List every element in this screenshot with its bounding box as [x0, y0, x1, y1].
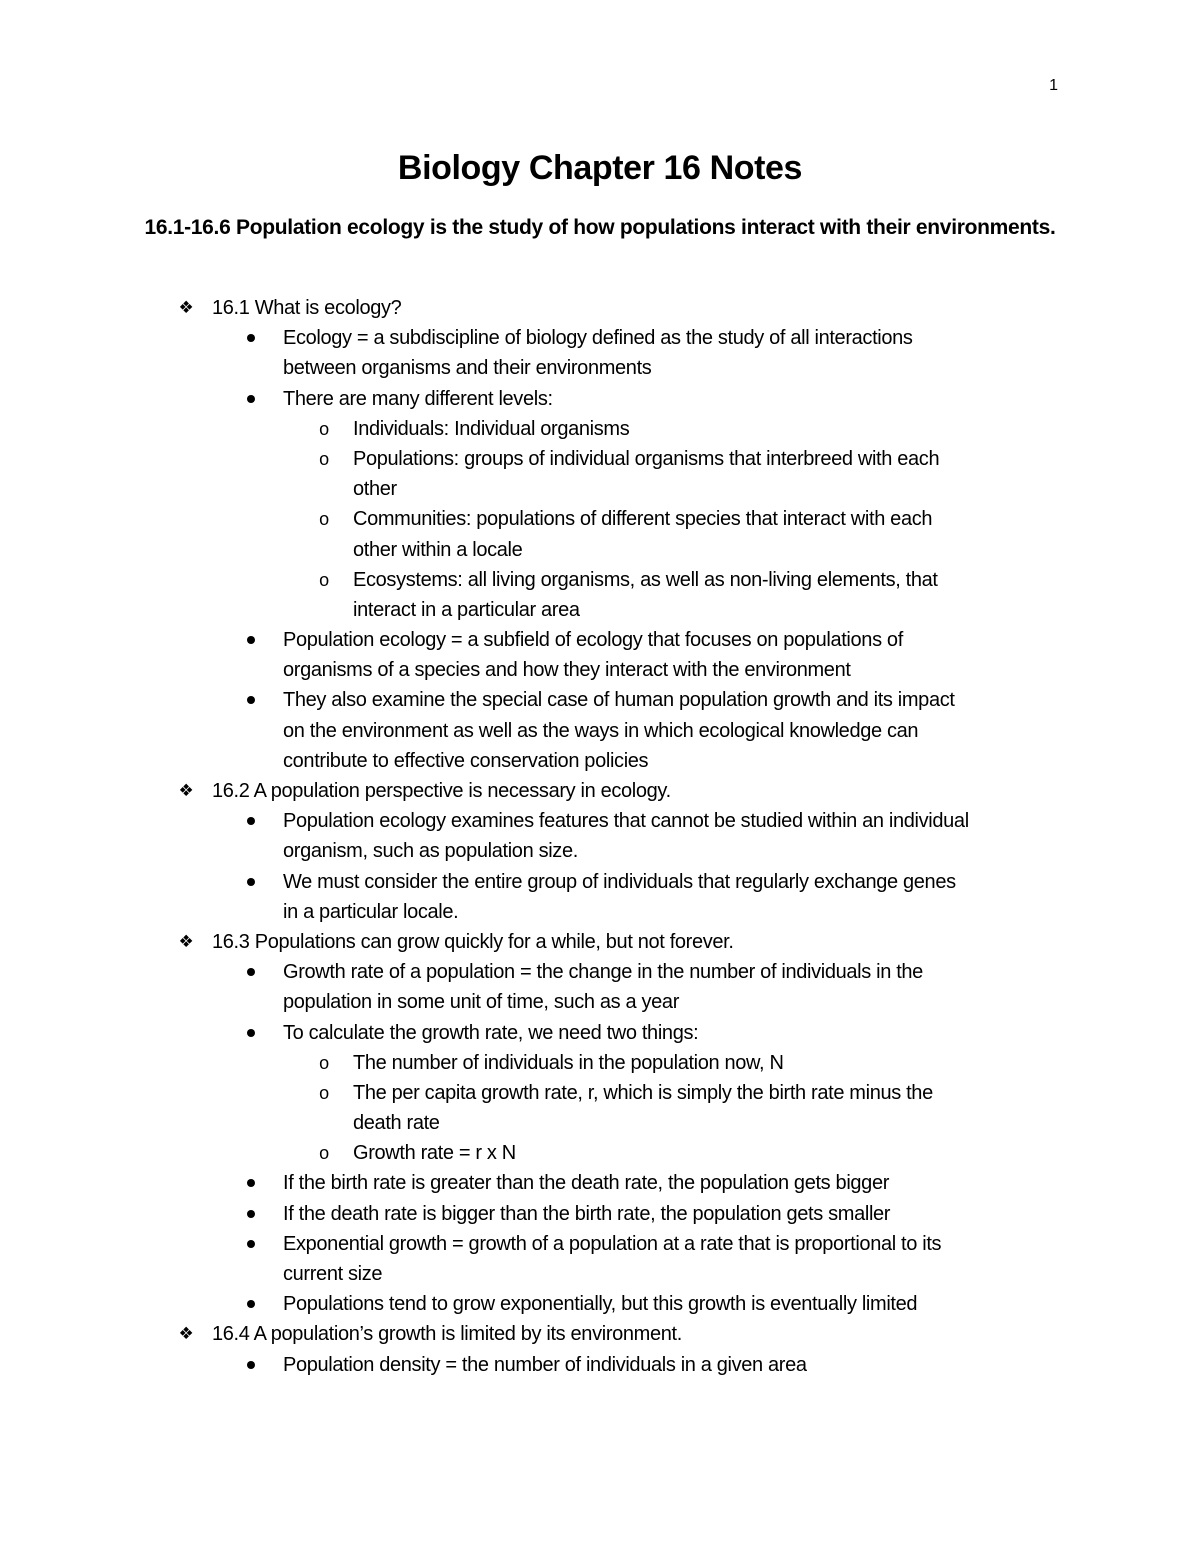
circle-bullet-icon: o	[319, 569, 329, 590]
outline-text: on the environment as well as the ways in which ecological knowledge can	[283, 719, 919, 742]
outline-item-level-2	[0, 1168, 1200, 1198]
page-number: 1	[1049, 77, 1058, 94]
outline-item-level-3	[0, 414, 1200, 444]
outline-text: between organisms and their environments	[283, 357, 652, 380]
outline-item-level-3	[0, 1078, 1200, 1108]
outline-item-continuation	[0, 897, 1200, 927]
outline-item-level-3	[0, 444, 1200, 474]
outline-item-continuation	[0, 987, 1200, 1017]
outline-text: The number of individuals in the population now, N	[353, 1051, 784, 1074]
circle-bullet-icon: o	[319, 418, 329, 439]
outline-item-continuation	[0, 1259, 1200, 1289]
circle-bullet-icon: o	[319, 1082, 329, 1103]
outline-text: There are many different levels:	[283, 387, 553, 410]
circle-bullet-icon: o	[319, 1143, 329, 1164]
outline-item-continuation	[0, 595, 1200, 625]
notes-outline	[0, 293, 1200, 1380]
outline-text: population in some unit of time, such as a year	[283, 991, 680, 1014]
outline-text: other within a locale	[353, 538, 523, 561]
outline-text: If the death rate is bigger than the birth rate, the population gets smaller	[283, 1202, 891, 1225]
outline-item-level-2	[0, 323, 1200, 353]
circle-bullet-icon: o	[319, 509, 329, 530]
outline-text: 16.3 Populations can grow quickly for a while, but not forever.	[212, 930, 734, 953]
outline-text: in a particular locale.	[283, 900, 459, 923]
outline-item-level-3	[0, 504, 1200, 534]
outline-text: Growth rate = r x N	[353, 1142, 516, 1165]
outline-item-level-2	[0, 1350, 1200, 1380]
outline-item-level-2	[0, 1289, 1200, 1319]
outline-text: Populations tend to grow exponentially, but this growth is eventually limited	[283, 1293, 918, 1316]
outline-text: current size	[283, 1263, 383, 1285]
section-heading: 16.1-16.6 Population ecology is the study of how populations interact with their environments.	[144, 216, 1056, 239]
outline-item-level-2	[0, 957, 1200, 987]
outline-item-level-1	[0, 1319, 1200, 1349]
outline-item-level-2	[0, 806, 1200, 836]
outline-item-continuation	[0, 474, 1200, 504]
outline-item-level-3	[0, 1138, 1200, 1168]
outline-item-continuation	[0, 716, 1200, 746]
outline-item-continuation	[0, 746, 1200, 776]
circle-bullet-icon: o	[319, 448, 329, 469]
diamond-bullet-icon: ❖	[178, 1324, 194, 1344]
outline-item-continuation	[0, 535, 1200, 565]
outline-item-continuation	[0, 836, 1200, 866]
outline-item-level-1	[0, 927, 1200, 957]
outline-text: interact in a particular area	[353, 598, 580, 621]
outline-text: organisms of a species and how they interact with the environment	[283, 659, 851, 682]
outline-text: organism, such as population size.	[283, 840, 578, 863]
document-title: Biology Chapter 16 Notes	[397, 149, 803, 187]
outline-text: 16.2 A population perspective is necessary in ecology.	[212, 780, 671, 802]
outline-item-continuation	[0, 1108, 1200, 1138]
diamond-bullet-icon: ❖	[178, 931, 194, 951]
diamond-bullet-icon: ❖	[178, 298, 194, 317]
outline-text: 16.1 What is ecology?	[212, 297, 402, 319]
outline-text: We must consider the entire group of individuals that regularly exchange genes	[283, 870, 956, 893]
outline-item-level-2	[0, 867, 1200, 897]
diamond-bullet-icon: ❖	[178, 781, 194, 800]
circle-bullet-icon: o	[319, 1052, 329, 1073]
outline-item-level-2	[0, 1018, 1200, 1048]
outline-item-continuation	[0, 655, 1200, 685]
outline-item-level-2	[0, 685, 1200, 715]
outline-item-level-1	[0, 776, 1200, 806]
outline-item-level-1	[0, 293, 1200, 323]
outline-text: Growth rate of a population = the change in the number of individuals in the	[283, 961, 923, 984]
outline-text: Ecosystems: all living organisms, as well as non-living elements, that	[353, 568, 938, 591]
outline-text: Populations: groups of individual organisms that interbreed with each	[353, 447, 940, 470]
outline-text: death rate	[353, 1112, 440, 1135]
outline-text: 16.4 A population’s growth is limited by its environment.	[212, 1323, 682, 1346]
outline-text: Population density = the number of individuals in a given area	[283, 1353, 807, 1376]
outline-item-level-2	[0, 384, 1200, 414]
outline-text: To calculate the growth rate, we need two things:	[283, 1021, 699, 1044]
outline-text: Individuals: Individual organisms	[353, 417, 630, 440]
outline-text: They also examine the special case of human population growth and its impact	[283, 689, 955, 712]
outline-item-level-2	[0, 1229, 1200, 1259]
outline-text: The per capita growth rate, r, which is simply the birth rate minus the	[353, 1081, 933, 1104]
outline-text: If the birth rate is greater than the death rate, the population gets bigger	[283, 1172, 890, 1195]
outline-text: Exponential growth = growth of a population at a rate that is proportional to its	[283, 1232, 942, 1255]
outline-text: Communities: populations of different species that interact with each	[353, 508, 933, 531]
outline-text: other	[353, 478, 397, 501]
outline-text: Ecology = a subdiscipline of biology defined as the study of all interactions	[283, 327, 913, 350]
outline-item-level-3	[0, 565, 1200, 595]
outline-item-continuation	[0, 353, 1200, 383]
outline-text: Population ecology examines features that cannot be studied within an individual	[283, 810, 969, 833]
outline-text: Population ecology = a subfield of ecology that focuses on populations of	[283, 629, 903, 652]
outline-item-level-2	[0, 1199, 1200, 1229]
outline-item-level-3	[0, 1048, 1200, 1078]
outline-text: contribute to effective conservation policies	[283, 749, 649, 772]
outline-item-level-2	[0, 625, 1200, 655]
